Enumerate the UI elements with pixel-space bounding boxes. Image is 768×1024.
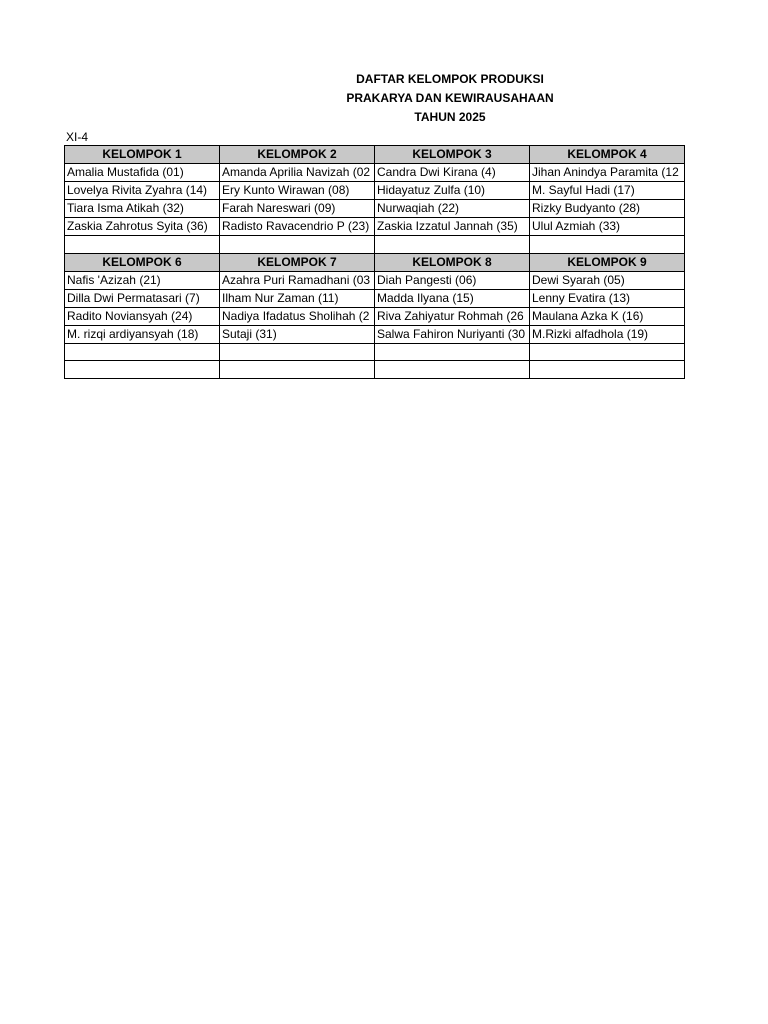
member-cell[interactable]: M.Rizki alfadhola (19) [530,325,685,343]
member-cell[interactable]: Zaskia Izzatul Jannah (35) [375,218,530,236]
member-cell[interactable]: Candra Dwi Kirana (4) [375,164,530,182]
member-cell[interactable]: Dilla Dwi Permatasari (7) [65,289,220,307]
table-header-row [65,146,685,164]
table-row [65,182,685,200]
header-cell[interactable]: KELOMPOK 8 [375,253,530,271]
member-cell[interactable] [530,236,685,254]
member-cell[interactable] [375,343,530,361]
member-cell[interactable] [530,343,685,361]
member-cell[interactable]: Lenny Evatira (13) [530,289,685,307]
group-table [64,145,685,379]
member-cell[interactable]: Jihan Anindya Paramita (12 [530,164,685,182]
table-row [65,218,685,236]
table-row-empty [65,343,685,361]
table-row [65,289,685,307]
title-line-1: DAFTAR KELOMPOK PRODUKSI [356,72,544,86]
member-cell[interactable]: M. Sayful Hadi (17) [530,182,685,200]
member-cell[interactable]: Salwa Fahiron Nuriyanti (30 [375,325,530,343]
member-cell[interactable]: Amanda Aprilia Navizah (02 [220,164,375,182]
table-header-row [65,253,685,271]
member-cell[interactable] [530,361,685,379]
header-cell[interactable]: KELOMPOK 1 [65,146,220,164]
member-cell[interactable]: Amalia Mustafida (01) [65,164,220,182]
member-cell[interactable]: Lovelya Rivita Zyahra (14) [65,182,220,200]
member-cell[interactable] [375,361,530,379]
member-cell[interactable]: Tiara Isma Atikah (32) [65,200,220,218]
member-cell[interactable]: Hidayatuz Zulfa (10) [375,182,530,200]
member-cell[interactable]: Radito Noviansyah (24) [65,307,220,325]
member-cell[interactable] [65,236,220,254]
member-cell[interactable] [220,361,375,379]
header-cell[interactable]: KELOMPOK 6 [65,253,220,271]
member-cell[interactable]: Radisto Ravacendrio P (23) [220,218,375,236]
title-line-3: TAHUN 2025 [414,110,486,124]
member-cell[interactable]: Rizky Budyanto (28) [530,200,685,218]
header-cell[interactable]: KELOMPOK 4 [530,146,685,164]
header-cell[interactable]: KELOMPOK 9 [530,253,685,271]
table-row-empty [65,361,685,379]
member-cell[interactable] [220,236,375,254]
member-cell[interactable]: Madda Ilyana (15) [375,289,530,307]
member-cell[interactable] [65,361,220,379]
member-cell[interactable] [375,236,530,254]
member-cell[interactable]: Dewi Syarah (05) [530,271,685,289]
member-cell[interactable]: Ulul Azmiah (33) [530,218,685,236]
member-cell[interactable]: Riva Zahiyatur Rohmah (26 [375,307,530,325]
member-cell[interactable]: Ery Kunto Wirawan (08) [220,182,375,200]
title-line-2: PRAKARYA DAN KEWIRAUSAHAAN [346,91,554,105]
member-cell[interactable]: Nafis 'Azizah (21) [65,271,220,289]
table-row-empty [65,236,685,254]
document-title [305,70,595,127]
member-cell[interactable]: Diah Pangesti (06) [375,271,530,289]
member-cell[interactable]: Nadiya Ifadatus Sholihah (2 [220,307,375,325]
table-row [65,200,685,218]
member-cell[interactable]: Nurwaqiah (22) [375,200,530,218]
member-cell[interactable] [65,343,220,361]
member-cell[interactable]: Sutaji (31) [220,325,375,343]
member-cell[interactable]: Maulana Azka K (16) [530,307,685,325]
member-cell[interactable]: Zaskia Zahrotus Syita (36) [65,218,220,236]
table-row [65,164,685,182]
table-row [65,271,685,289]
table-row [65,307,685,325]
header-cell[interactable]: KELOMPOK 3 [375,146,530,164]
member-cell[interactable]: Ilham Nur Zaman (11) [220,289,375,307]
header-cell[interactable]: KELOMPOK 2 [220,146,375,164]
member-cell[interactable]: M. rizqi ardiyansyah (18) [65,325,220,343]
class-label: XI-4 [66,130,89,144]
member-cell[interactable]: Farah Nareswari (09) [220,200,375,218]
member-cell[interactable] [220,343,375,361]
member-cell[interactable]: Azahra Puri Ramadhani (03 [220,271,375,289]
table-row [65,325,685,343]
header-cell[interactable]: KELOMPOK 7 [220,253,375,271]
